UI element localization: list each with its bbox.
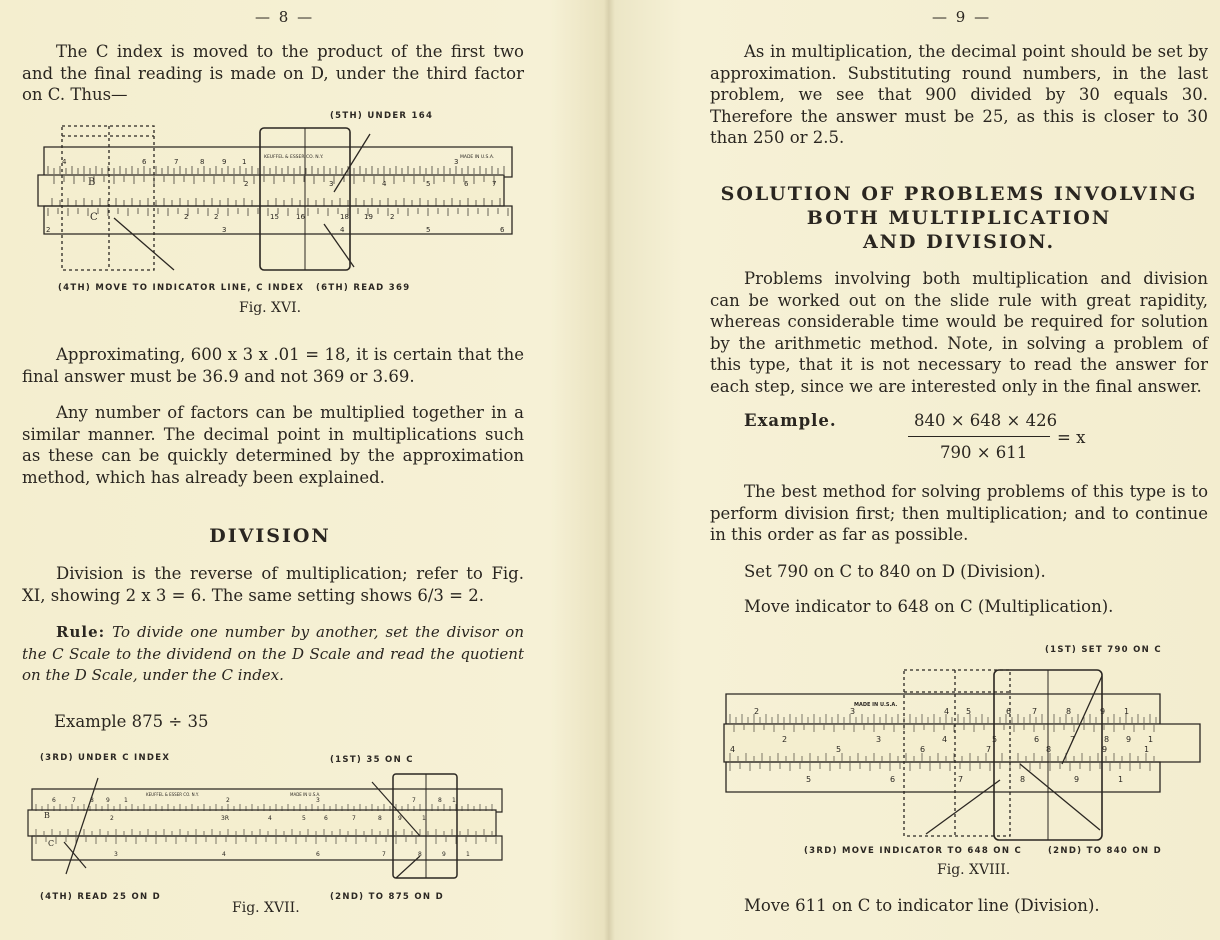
svg-text:5: 5 <box>426 226 431 234</box>
svg-text:MADE IN U.S.A.: MADE IN U.S.A. <box>854 702 898 708</box>
fig17-label-2nd: (2ND) TO 875 ON D <box>330 892 444 902</box>
svg-text:6: 6 <box>142 158 147 166</box>
svg-text:7: 7 <box>492 180 497 188</box>
svg-text:5: 5 <box>966 707 972 716</box>
step-3: Move 611 on C to indicator line (Division). <box>744 896 1100 915</box>
svg-text:1: 1 <box>452 797 456 804</box>
svg-text:9: 9 <box>1126 735 1132 744</box>
rule-paragraph <box>22 622 524 687</box>
svg-text:6: 6 <box>1006 707 1012 716</box>
svg-text:2: 2 <box>754 707 760 716</box>
svg-text:9: 9 <box>442 851 446 858</box>
fig17-slide-rule <box>26 764 506 886</box>
svg-text:16: 16 <box>296 213 305 221</box>
fig16-slide-rule <box>34 122 520 276</box>
svg-text:5: 5 <box>992 735 998 744</box>
fig18-label-2nd: (2ND) TO 840 ON D <box>1048 846 1162 856</box>
svg-text:4: 4 <box>268 815 272 822</box>
svg-text:2: 2 <box>390 213 395 221</box>
svg-text:7: 7 <box>986 745 992 754</box>
svg-text:1: 1 <box>1118 775 1124 784</box>
svg-text:9: 9 <box>106 797 110 804</box>
svg-text:B: B <box>88 177 96 188</box>
fig16-caption: Fig. XVI. <box>239 300 302 316</box>
svg-text:9: 9 <box>1074 775 1080 784</box>
svg-text:8: 8 <box>1066 707 1072 716</box>
step-1: Set 790 on C to 840 on D (Division). <box>744 562 1046 581</box>
svg-text:4: 4 <box>382 180 387 188</box>
svg-text:C: C <box>90 212 98 223</box>
page-number: — 8 — <box>255 8 315 26</box>
svg-text:4: 4 <box>222 851 226 858</box>
svg-text:MADE IN U.S.A.: MADE IN U.S.A. <box>460 155 495 160</box>
svg-text:1: 1 <box>1148 735 1154 744</box>
problems-paragraph: Problems involving both multiplication and division can be worked out on the slide rule with great rapidity, whereas considerable time would be required for solution by the arithmetic method. Note, in solving a problem of this type, that it is not necessary to read the answer for each step, since we are interested only in the final answer. <box>710 269 1208 396</box>
svg-text:7: 7 <box>72 797 76 804</box>
svg-text:5: 5 <box>806 775 812 784</box>
fraction-numerator: 840 × 648 × 426 <box>914 411 1058 430</box>
svg-text:7: 7 <box>1070 735 1076 744</box>
svg-text:8: 8 <box>418 851 422 858</box>
svg-text:6: 6 <box>920 745 926 754</box>
step-2: Move indicator to 648 on C (Multiplication). <box>744 597 1114 616</box>
factors-paragraph: Any number of factors can be multiplied together in a similar manner. The decimal point in multiplications such as these can be quickly determined by the approximation method, which has already been explained. <box>22 403 524 487</box>
right-page <box>602 0 1220 940</box>
svg-text:1: 1 <box>466 851 470 858</box>
rule-text: To divide one number by another, set the divisor on the C Scale to the dividend on the D Scale and read the quotient on the D Scale, under the C index. <box>22 623 524 684</box>
svg-text:8: 8 <box>1104 735 1110 744</box>
approximation-paragraph: Approximating, 600 x 3 x .01 = 18, it is certain that the final answer must be 36.9 and not 369 or 3.69. <box>22 345 524 386</box>
fig17-caption: Fig. XVII. <box>232 900 300 916</box>
svg-text:6: 6 <box>500 226 505 234</box>
svg-text:3: 3 <box>454 158 459 166</box>
svg-text:KEUFFEL & ESSER CO. N.Y.: KEUFFEL & ESSER CO. N.Y. <box>146 792 199 797</box>
svg-text:8: 8 <box>90 797 94 804</box>
svg-text:9: 9 <box>398 815 402 822</box>
svg-text:3: 3 <box>316 797 320 804</box>
rule-label: Rule: <box>56 623 106 641</box>
svg-text:1: 1 <box>124 797 128 804</box>
svg-text:7: 7 <box>1032 707 1038 716</box>
svg-text:2: 2 <box>226 797 230 804</box>
svg-text:7: 7 <box>174 158 179 166</box>
svg-text:C: C <box>48 839 55 848</box>
svg-text:9: 9 <box>1102 745 1108 754</box>
svg-text:2: 2 <box>244 180 249 188</box>
svg-text:1: 1 <box>422 815 426 822</box>
intro-paragraph: The C index is moved to the product of the first two and the final reading is made on D, under the third factor on C. Thus— <box>22 42 524 104</box>
svg-text:4: 4 <box>62 158 67 166</box>
svg-text:6: 6 <box>1034 735 1040 744</box>
fig18-caption: Fig. XVIII. <box>937 862 1011 878</box>
svg-text:B: B <box>44 811 50 820</box>
division-example: Example 875 ÷ 35 <box>54 712 209 731</box>
svg-text:8: 8 <box>1020 775 1026 784</box>
division-paragraph: Division is the reverse of multiplication; refer to Fig. XI, showing 2 x 3 = 6. The same setting shows 6/3 = 2. <box>22 564 524 605</box>
fig18-label-3rd: (3RD) MOVE INDICATOR TO 648 ON C <box>804 846 1023 856</box>
svg-text:9: 9 <box>1100 707 1106 716</box>
svg-text:8: 8 <box>1046 745 1052 754</box>
fraction-denominator: 790 × 611 <box>940 443 1028 462</box>
page-number: — 9 — <box>932 8 992 26</box>
svg-text:4: 4 <box>942 735 948 744</box>
svg-text:7: 7 <box>412 797 416 804</box>
svg-text:1: 1 <box>242 158 247 166</box>
section-heading-line2: BOTH MULTIPLICATION <box>806 207 1112 229</box>
fig16-label-5th: (5TH) UNDER 164 <box>330 111 434 121</box>
fig18-slide-rule <box>720 664 1220 846</box>
svg-text:18: 18 <box>340 213 349 221</box>
svg-text:KEUFFEL & ESSER CO. N.Y.: KEUFFEL & ESSER CO. N.Y. <box>264 155 324 160</box>
example-label: Example. <box>744 411 837 430</box>
fraction-bar <box>908 436 1050 437</box>
svg-text:3: 3 <box>850 707 856 716</box>
division-heading: DIVISION <box>209 525 331 547</box>
svg-text:6: 6 <box>324 815 328 822</box>
svg-text:2: 2 <box>782 735 788 744</box>
svg-text:4: 4 <box>340 226 345 234</box>
svg-text:6: 6 <box>890 775 896 784</box>
svg-text:4: 4 <box>944 707 950 716</box>
svg-text:6: 6 <box>464 180 469 188</box>
svg-text:5: 5 <box>836 745 842 754</box>
svg-text:15: 15 <box>270 213 279 221</box>
fig18-label-1st: (1ST) SET 790 ON C <box>1045 645 1162 655</box>
svg-text:6: 6 <box>316 851 320 858</box>
svg-text:5: 5 <box>302 815 306 822</box>
svg-text:9: 9 <box>222 158 227 166</box>
section-heading-line1: SOLUTION OF PROBLEMS INVOLVING <box>720 183 1198 205</box>
svg-text:19: 19 <box>364 213 373 221</box>
svg-text:6: 6 <box>52 797 56 804</box>
svg-text:8: 8 <box>438 797 442 804</box>
svg-text:MADE IN U.S.A.: MADE IN U.S.A. <box>290 792 321 797</box>
fig16-label-6th: (6TH) READ 369 <box>316 283 411 293</box>
svg-text:3: 3 <box>222 226 227 234</box>
section-heading-line3: AND DIVISION. <box>862 231 1056 253</box>
fig17-label-3rd: (3RD) UNDER C INDEX <box>40 753 171 763</box>
fraction-equals: = x <box>1057 428 1086 447</box>
svg-text:3R: 3R <box>221 815 229 822</box>
fig17-label-4th: (4TH) READ 25 ON D <box>40 892 162 902</box>
svg-text:2: 2 <box>184 213 189 221</box>
svg-text:7: 7 <box>382 851 386 858</box>
svg-text:2: 2 <box>46 226 51 234</box>
svg-text:8: 8 <box>378 815 382 822</box>
svg-text:7: 7 <box>958 775 964 784</box>
fig16-label-4th: (4TH) MOVE TO INDICATOR LINE, C INDEX <box>58 283 305 293</box>
svg-text:1: 1 <box>1124 707 1130 716</box>
left-page <box>0 0 600 940</box>
svg-text:3: 3 <box>329 180 334 188</box>
fig17-label-1st: (1ST) 35 ON C <box>330 755 414 765</box>
svg-text:1: 1 <box>1144 745 1150 754</box>
svg-text:3: 3 <box>114 851 118 858</box>
best-method-paragraph: The best method for solving problems of this type is to perform division first; then multiplication; and to continue in this order as far as possible. <box>710 482 1208 544</box>
svg-text:5: 5 <box>426 180 431 188</box>
svg-text:2: 2 <box>214 213 219 221</box>
svg-text:8: 8 <box>200 158 205 166</box>
svg-text:2: 2 <box>110 815 114 822</box>
svg-text:7: 7 <box>352 815 356 822</box>
svg-text:3: 3 <box>876 735 882 744</box>
svg-text:4: 4 <box>730 745 736 754</box>
decimal-paragraph: As in multiplication, the decimal point should be set by approximation. Substituting round numbers, in the last problem, we see that 900 divided by 30 equals 30. Therefore the answer must be 25, as this is closer to 30 than 250 or 2.5. <box>710 42 1208 147</box>
